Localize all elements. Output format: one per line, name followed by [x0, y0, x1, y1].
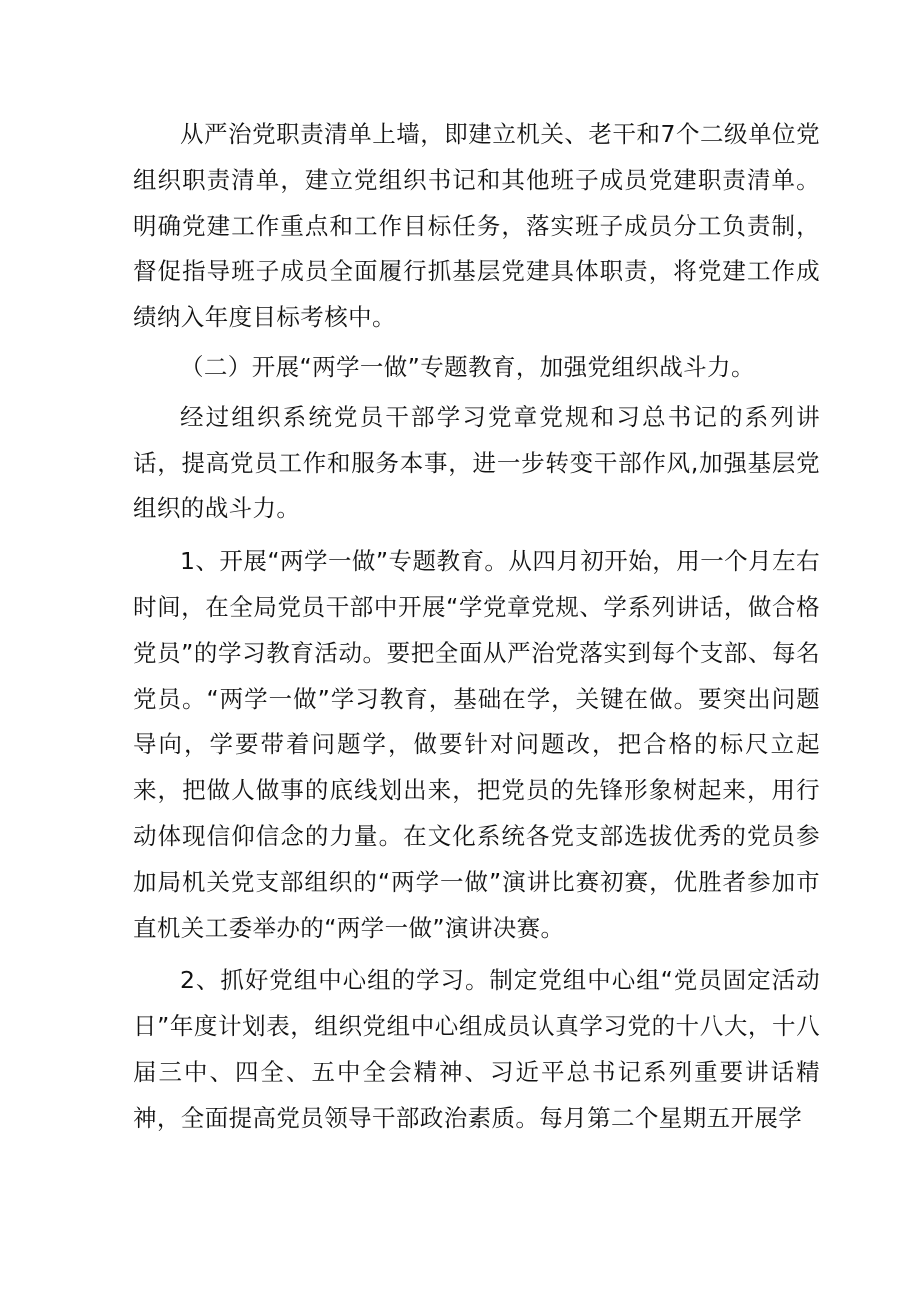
paragraph-item-2-central-group-study: 2、抓好党组中心组的学习。制定党组中心组“党员固定活动日”年度计划表，组织党组中心组成员认真学习党的十八大，十八届三中、四全、五中全会精神、习近平总书记系列重要讲话精神，全面提高党员领导干部政治素质。每月第二个星期五开展学 [133, 966, 820, 1132]
paragraph-responsibility-list: 从严治党职责清单上墙，即建立机关、老干和7个二级单位党组织职责清单，建立党组织书记和其他班子成员党建职责清单。明确党建工作重点和工作目标任务，落实班子成员分工负责制，督促指导班子成员全面履行抓基层党建具体职责，将党建工作成绩纳入年度目标考核中。 [133, 120, 820, 332]
paragraph-item-1-special-education: 1、开展“两学一做”专题教育。从四月初开始，用一个月左右时间，在全局党员干部中开展“学党章党规、学系列讲话，做合格党员”的学习教育活动。要把全面从严治党落实到每个支部、每名党员。“两学一做”学习教育，基础在学，关键在做。要突出问题导向，学要带着问题学，做要针对问题改，把合格的标尺立起来，把做人做事的底线划出来，把党员的先锋形象树起来，用行动体现信仰信念的力量。在文化系统各党支部选拔优秀的党员参加局机关党支部组织的“两学一做”演讲比赛初赛，优胜者参加市直机关工委举办的“两学一做”演讲决赛。 [133, 547, 820, 942]
section-heading-two-learn-one-do: （二）开展“两学一做”专题教育，加强党组织战斗力。 [180, 352, 755, 381]
paragraph-study-overview: 经过组织系统党员干部学习党章党规和习总书记的系列讲话，提高党员工作和服务本事，进一步转变干部作风,加强基层党组织的战斗力。 [133, 402, 820, 523]
